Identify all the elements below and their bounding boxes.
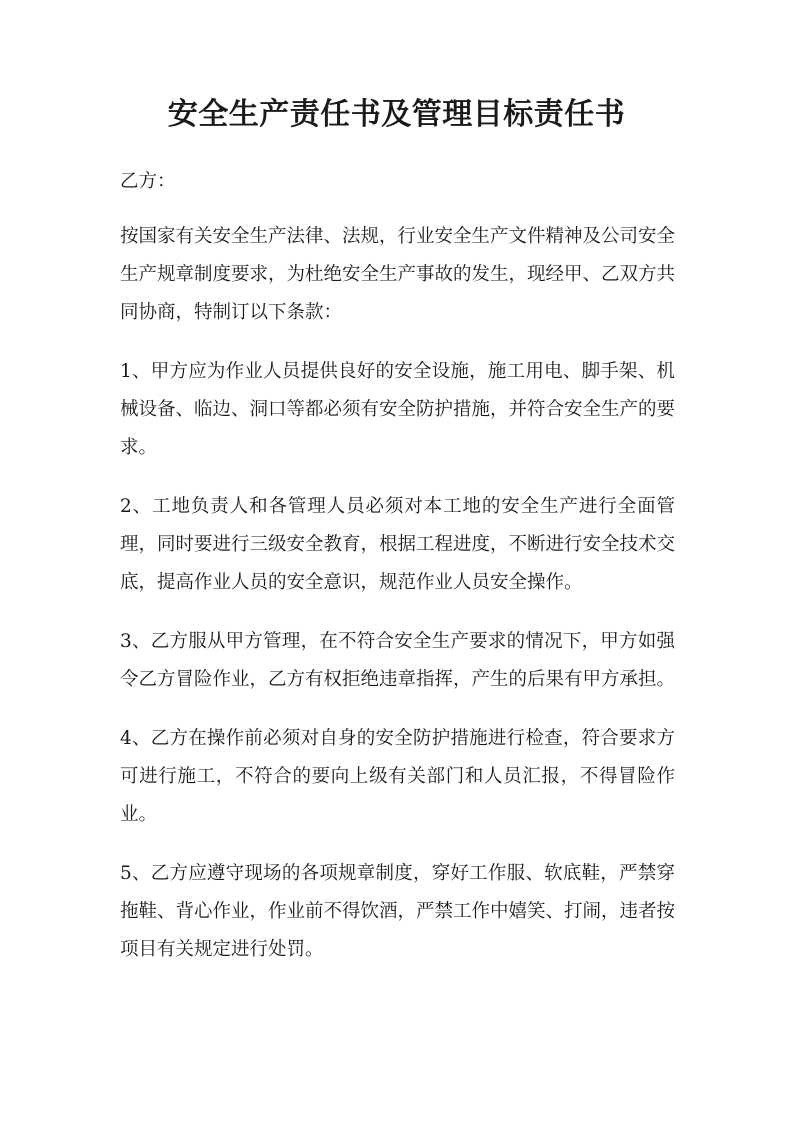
clause-5-paragraph: 5、乙方应遵守现场的各项规章制度，穿好工作服、软底鞋，严禁穿拖鞋、背心作业，作业前不得饮酒，严禁工作中嬉笑、打闹，违者按项目有关规定进行处罚。 [120,863,676,960]
document-body [120,163,675,990]
clause-1-paragraph: 1、甲方应为作业人员提供良好的安全设施，施工用电、脚手架、机械设备、临边、洞口等都必须有安全防护措施，并符合安全生产的要求。 [120,361,676,458]
document-title: 安全生产责任书及管理目标责任书 [167,97,626,132]
clause-4-paragraph: 4、乙方在操作前必须对自身的安全防护措施进行检查，符合要求方可进行施工，不符合的要向上级有关部门和人员汇报，不得冒险作业。 [120,728,675,825]
clause-3-paragraph: 3、乙方服从甲方管理，在不符合安全生产要求的情况下，甲方如强令乙方冒险作业，乙方有权拒绝违章指挥，产生的后果有甲方承担。 [120,631,676,690]
clause-2-paragraph: 2、工地负责人和各管理人员必须对本工地的安全生产进行全面管理，同时要进行三级安全教育，根据工程进度，不断进行安全技术交底，提高作业人员的安全意识，规范作业人员安全操作。 [120,496,676,593]
salutation-line: 乙方： [120,171,176,192]
intro-paragraph: 按国家有关安全生产法律、法规，行业安全生产文件精神及公司安全生产规章制度要求，为杜绝安全生产事故的发生，现经甲、乙双方共同协商，特制订以下条款： [120,226,676,323]
